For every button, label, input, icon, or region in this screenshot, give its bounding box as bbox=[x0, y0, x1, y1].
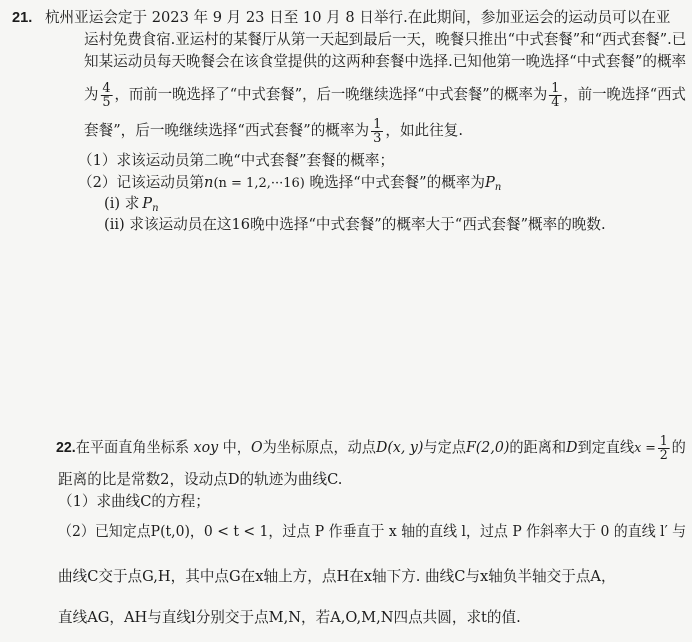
q21-line-5 bbox=[84, 116, 463, 146]
q21-line-3 bbox=[84, 52, 686, 72]
fraction-numerator: 1 bbox=[373, 116, 382, 132]
q21-text-4c: ，前一晚选择“西式 bbox=[563, 86, 686, 103]
q22-subquestion-2-cont bbox=[58, 567, 616, 587]
q21-sub2-range: (n = 1,2,···16) bbox=[213, 176, 305, 191]
q21-sub2-n: n bbox=[204, 174, 214, 191]
q21-text-5a: 套餐”，后一晚继续选择“西式套餐”的概率为 bbox=[84, 122, 370, 139]
q22-subquestion-2 bbox=[58, 522, 686, 542]
fraction-numerator: 1 bbox=[551, 80, 560, 96]
q21-text-1: 杭州亚运会定于 2023 年 9 月 23 日至 10 月 8 日举行.在此期间，参加亚运会的运动员可以在亚 bbox=[44, 9, 671, 26]
q21-text-2: 运村免费食宿.亚运村的某餐厅从第一天起到最后一天，晚餐只推出“中式套餐”和“西式套餐”.已 bbox=[84, 31, 687, 48]
q22-text-1g: 的 bbox=[671, 439, 686, 456]
q22-line-2 bbox=[58, 470, 342, 490]
fraction-denominator: 4 bbox=[551, 94, 560, 110]
q22-D: D bbox=[566, 439, 578, 456]
q22-text-1d: 与定点 bbox=[423, 439, 466, 456]
q22-x-eq: x = bbox=[634, 441, 656, 456]
q22-text-2: 距离的比是常数2，设动点D的轨迹为曲线C. bbox=[58, 471, 343, 488]
q21-sub2-text-a: （2）记该运动员第 bbox=[78, 174, 205, 191]
q22-xoy: xoy bbox=[193, 439, 219, 456]
fraction-one-fourth bbox=[549, 82, 561, 109]
fraction-one-half bbox=[658, 435, 670, 462]
q22-line-1 bbox=[56, 433, 686, 464]
q21-text-5b: ，如此往复. bbox=[385, 122, 463, 139]
q22-text-1b: 中， bbox=[222, 439, 251, 456]
q21-sub2i-P-sub: n bbox=[152, 203, 159, 214]
q21-line-4 bbox=[84, 80, 686, 110]
q21-sub1-text: （1）求该运动员第二晚“中式套餐”套餐的概率； bbox=[78, 152, 395, 169]
fraction-denominator: 5 bbox=[102, 94, 111, 110]
q22-subquestion-1 bbox=[58, 492, 210, 512]
q21-subquestion-2ii bbox=[104, 215, 606, 235]
q22-text-1a: 在平面直角坐标系 bbox=[75, 439, 190, 456]
fraction-denominator: 3 bbox=[373, 130, 382, 146]
q22-text-1e: 的距离和 bbox=[509, 439, 567, 456]
q21-sub2-text-b: 晚选择“中式套餐”的概率为 bbox=[309, 174, 485, 191]
q22-F-point: F(2,0) bbox=[465, 439, 510, 456]
q22-O: O bbox=[250, 439, 263, 456]
q21-line-2 bbox=[84, 30, 686, 50]
q21-text-4b: ，而前一晚选择了“中式套餐”，后一晚继续选择“中式套餐”的概率为 bbox=[114, 86, 548, 103]
q22-text-1c: 为坐标原点，动点 bbox=[262, 439, 376, 456]
fraction-numerator: 1 bbox=[659, 433, 668, 449]
q21-sub2-P: P bbox=[484, 174, 495, 191]
q21-number: 21. bbox=[12, 10, 33, 26]
q22-text-1f: 到定直线 bbox=[577, 439, 635, 456]
q22-D-point: D(x, y) bbox=[375, 439, 424, 456]
fraction-four-fifths bbox=[100, 82, 112, 109]
q22-sub2-text-c: 直线AG，AH与直线l分别交于点M,N，若A,O,M,N四点共圆，求t的值. bbox=[58, 609, 521, 626]
q21-sub2ii-text: (ii) 求该运动员在这16晚中选择“中式套餐”的概率大于“西式套餐”概率的晚数. bbox=[104, 216, 606, 233]
q22-sub2-text-b: 曲线C交于点G,H，其中点G在x轴上方，点H在x轴下方. 曲线C与x轴负半轴交于点A， bbox=[58, 568, 616, 585]
q22-subquestion-2-end bbox=[58, 608, 521, 628]
q21-line-1 bbox=[12, 8, 670, 28]
fraction-numerator: 4 bbox=[102, 80, 111, 96]
q22-sub2-text-a: （2）已知定点P(t,0)，0 < t < 1，过点 P 作垂直于 x 轴的直线 l，过点 P 作斜率大于 0 的直线 l′ 与 bbox=[58, 523, 687, 540]
q22-number: 22. bbox=[56, 440, 76, 456]
q21-text-4a: 为 bbox=[84, 86, 99, 103]
q21-sub2i-text: (i) 求 bbox=[104, 195, 140, 212]
q22-sub1-text: （1）求曲线C的方程； bbox=[58, 493, 210, 510]
q21-sub2-P-sub: n bbox=[494, 182, 502, 193]
q21-text-3: 知某运动员每天晚餐会在该食堂提供的这两种套餐中选择.已知他第一晚选择“中式套餐”的概率 bbox=[84, 53, 687, 70]
fraction-one-third bbox=[371, 118, 383, 145]
q21-sub2i-P: P bbox=[142, 195, 153, 212]
q21-subquestion-1 bbox=[78, 151, 394, 171]
fraction-denominator: 2 bbox=[659, 447, 668, 463]
